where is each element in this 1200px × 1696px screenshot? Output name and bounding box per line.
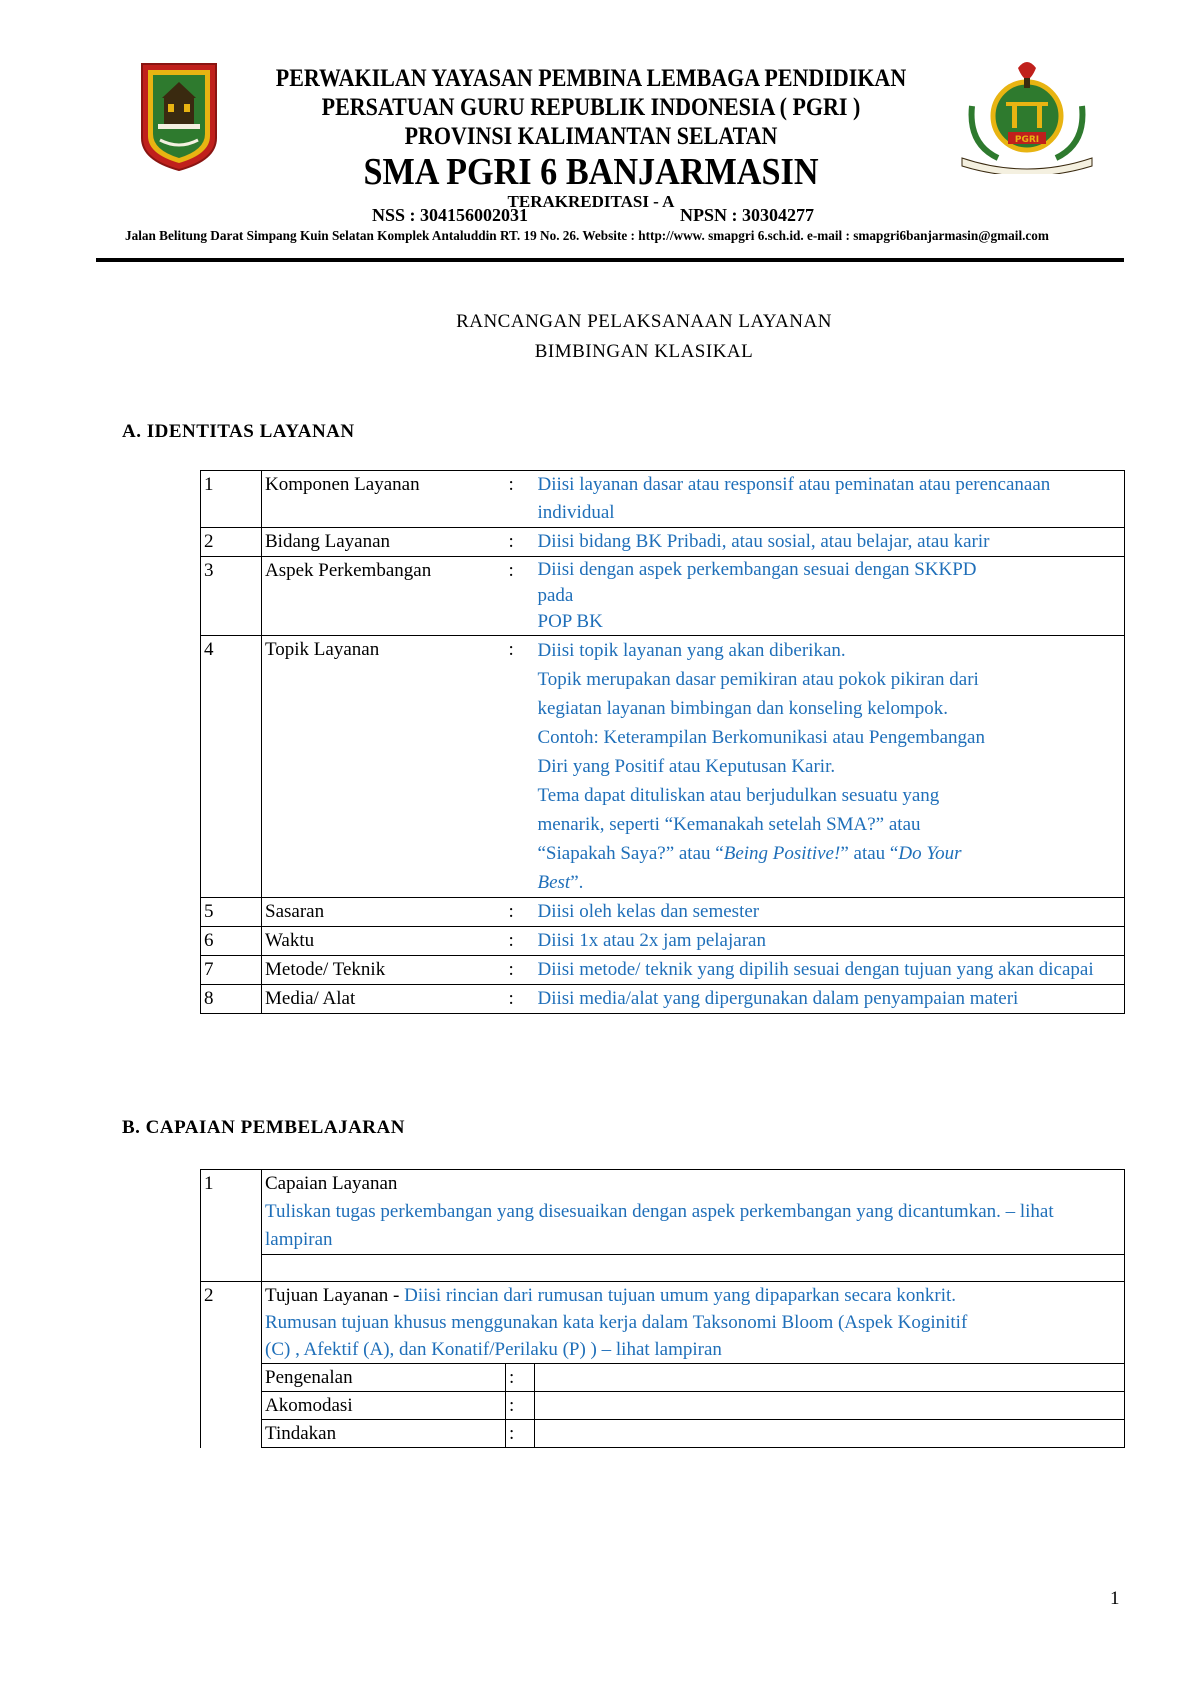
- row-label: Media/ Alat: [262, 985, 506, 1014]
- value-line: Diisi topik layanan yang akan diberikan.: [537, 640, 846, 661]
- pgri-logo-text: PGRI: [1014, 135, 1040, 145]
- value-line: Diri yang Positif atau Keputusan Karir.: [537, 756, 836, 777]
- row-separator: :: [506, 898, 535, 927]
- value-line: Tema dapat dituliskan atau berjudulkan sesuatu yang: [537, 785, 940, 806]
- sub-label: Akomodasi: [262, 1392, 506, 1420]
- row-number: 8: [201, 985, 262, 1014]
- npsn-number: NPSN : 30304277: [680, 205, 814, 225]
- value-line: [538, 868, 1122, 897]
- row-number: 1: [201, 1170, 262, 1282]
- row-label: Waktu: [262, 927, 506, 956]
- value-line: kegiatan layanan bimbingan dan konseling kelompok.: [537, 698, 949, 719]
- nss-number: NSS : 304156002031: [372, 205, 529, 225]
- sub-separator: :: [506, 1420, 535, 1448]
- foundation-line: PERWAKILAN YAYASAN PEMBINA LEMBAGA PENDIDIKAN: [275, 65, 907, 92]
- learning-outcomes-table: [200, 1169, 1125, 1448]
- letterhead-title-block: [226, 64, 956, 211]
- value-line: Contoh: Keterampilan Berkomunikasi atau Pengembangan: [537, 727, 985, 748]
- identity-table: [200, 470, 1125, 1014]
- row-separator: :: [506, 927, 535, 956]
- sub-separator: :: [506, 1392, 535, 1420]
- row-label: Aspek Perkembangan: [262, 557, 506, 636]
- table-row: [201, 1364, 1125, 1392]
- value-line: Topik merupakan dasar pemikiran atau pokok pikiran dari: [537, 669, 979, 690]
- row-value: [535, 557, 1125, 636]
- section-a-heading: A. IDENTITAS LAYANAN: [122, 421, 355, 442]
- pgri-line: PERSATUAN GURU REPUBLIK INDONESIA ( PGRI ): [321, 94, 861, 121]
- table-row: [201, 471, 1125, 528]
- value-italic: Do Your: [898, 843, 962, 864]
- table-row: [201, 1420, 1125, 1448]
- row-description: Tuliskan tugas perkembangan yang disesuaikan dengan aspek perkembangan yang dicantumkan. – lihat lampiran: [265, 1201, 1054, 1250]
- sub-value: [535, 1420, 1125, 1448]
- row-number: 7: [201, 956, 262, 985]
- page-number: 1: [1110, 1588, 1120, 1609]
- row-number: 2: [201, 1282, 262, 1448]
- empty-cell: [262, 1255, 1125, 1282]
- value-italic: Being Positive!: [723, 843, 841, 864]
- pgri-logo: [958, 58, 1096, 174]
- row-description-line: (C) , Afektif (A), dan Konatif/Perilaku (P) ) – lihat lampiran: [265, 1339, 722, 1360]
- row-separator: :: [506, 636, 535, 898]
- document-title-line2: BIMBINGAN KLASIKAL: [534, 341, 754, 362]
- row-value: Diisi bidang BK Pribadi, atau sosial, atau belajar, atau karir: [535, 528, 1125, 557]
- row-value: Diisi 1x atau 2x jam pelajaran: [535, 927, 1125, 956]
- row-label: Metode/ Teknik: [262, 956, 506, 985]
- row-description-line: Rumusan tujuan khusus menggunakan kata kerja dalam Taksonomi Bloom (Aspek Koginitif: [265, 1312, 968, 1333]
- row-label: Bidang Layanan: [262, 528, 506, 557]
- row-label: Tujuan Layanan -: [265, 1285, 405, 1306]
- sub-separator: :: [506, 1364, 535, 1392]
- table-row: [201, 956, 1125, 985]
- value-line: pada: [537, 585, 574, 606]
- row-number: 4: [201, 636, 262, 898]
- table-row: [201, 898, 1125, 927]
- value-italic: Best: [537, 872, 571, 893]
- row-value: Diisi oleh kelas dan semester: [535, 898, 1125, 927]
- value-line: [538, 839, 1122, 868]
- table-row: [201, 557, 1125, 636]
- table-row: [201, 1255, 1125, 1282]
- value-fragment: “Siapakah Saya?” atau “: [537, 843, 724, 864]
- letterhead-divider: [96, 258, 1124, 262]
- row-value: Diisi layanan dasar atau responsif atau peminatan atau perencanaan individual: [535, 471, 1125, 528]
- row-separator: :: [506, 557, 535, 636]
- row-number: 6: [201, 927, 262, 956]
- row-content: [262, 1282, 1125, 1364]
- table-row: [201, 528, 1125, 557]
- table-row: [201, 1170, 1125, 1255]
- row-separator: :: [506, 471, 535, 528]
- row-label: Komponen Layanan: [262, 471, 506, 528]
- value-line: menarik, seperti “Kemanakah setelah SMA?” atau: [537, 814, 921, 835]
- table-row: [201, 636, 1125, 898]
- row-label: Capaian Layanan: [265, 1173, 398, 1194]
- document-title: [0, 307, 1200, 367]
- row-number: 5: [201, 898, 262, 927]
- row-value: Diisi metode/ teknik yang dipilih sesuai dengan tujuan yang akan dicapai: [535, 956, 1125, 985]
- table-row: [201, 1392, 1125, 1420]
- row-separator: :: [506, 528, 535, 557]
- table-row: [201, 985, 1125, 1014]
- value-line: Diisi dengan aspek perkembangan sesuai dengan SKKPD: [537, 559, 977, 580]
- table-row: [201, 927, 1125, 956]
- row-separator: :: [506, 956, 535, 985]
- school-address: Jalan Belitung Darat Simpang Kuin Selatan Komplek Antaluddin RT. 19 No. 26. Website : http://www. smapgri 6.sch.id. e-mail : smapgri6banjarmasin@gmail.com: [125, 228, 1049, 243]
- sub-value: [535, 1392, 1125, 1420]
- province-emblem-logo: [138, 60, 220, 172]
- table-row: [201, 1282, 1125, 1364]
- row-number: 3: [201, 557, 262, 636]
- row-number: 2: [201, 528, 262, 557]
- accreditation-line: TERAKREDITASI - A: [507, 192, 675, 211]
- row-label: Sasaran: [262, 898, 506, 927]
- section-b-heading: B. CAPAIAN PEMBELAJARAN: [122, 1117, 405, 1138]
- sub-value: [535, 1364, 1125, 1392]
- document-title-line1: RANCANGAN PELAKSANAAN LAYANAN: [456, 311, 832, 332]
- row-separator: :: [506, 985, 535, 1014]
- row-value: [535, 636, 1125, 898]
- row-value: Diisi media/alat yang dipergunakan dalam penyampaian materi: [535, 985, 1125, 1014]
- row-content: [262, 1170, 1125, 1255]
- value-fragment: ” atau “: [840, 843, 899, 864]
- value-fragment: ”.: [570, 872, 584, 893]
- school-name: SMA PGRI 6 BANJARMASIN: [363, 151, 819, 193]
- province-line: PROVINSI KALIMANTAN SELATAN: [404, 123, 778, 150]
- row-description: Diisi rincian dari rumusan tujuan umum yang dipaparkan secara konkrit.: [404, 1285, 957, 1306]
- row-number: 1: [201, 471, 262, 528]
- value-line: POP BK: [537, 611, 603, 632]
- sub-label: Pengenalan: [262, 1364, 506, 1392]
- row-label: Topik Layanan: [262, 636, 506, 898]
- sub-label: Tindakan: [262, 1420, 506, 1448]
